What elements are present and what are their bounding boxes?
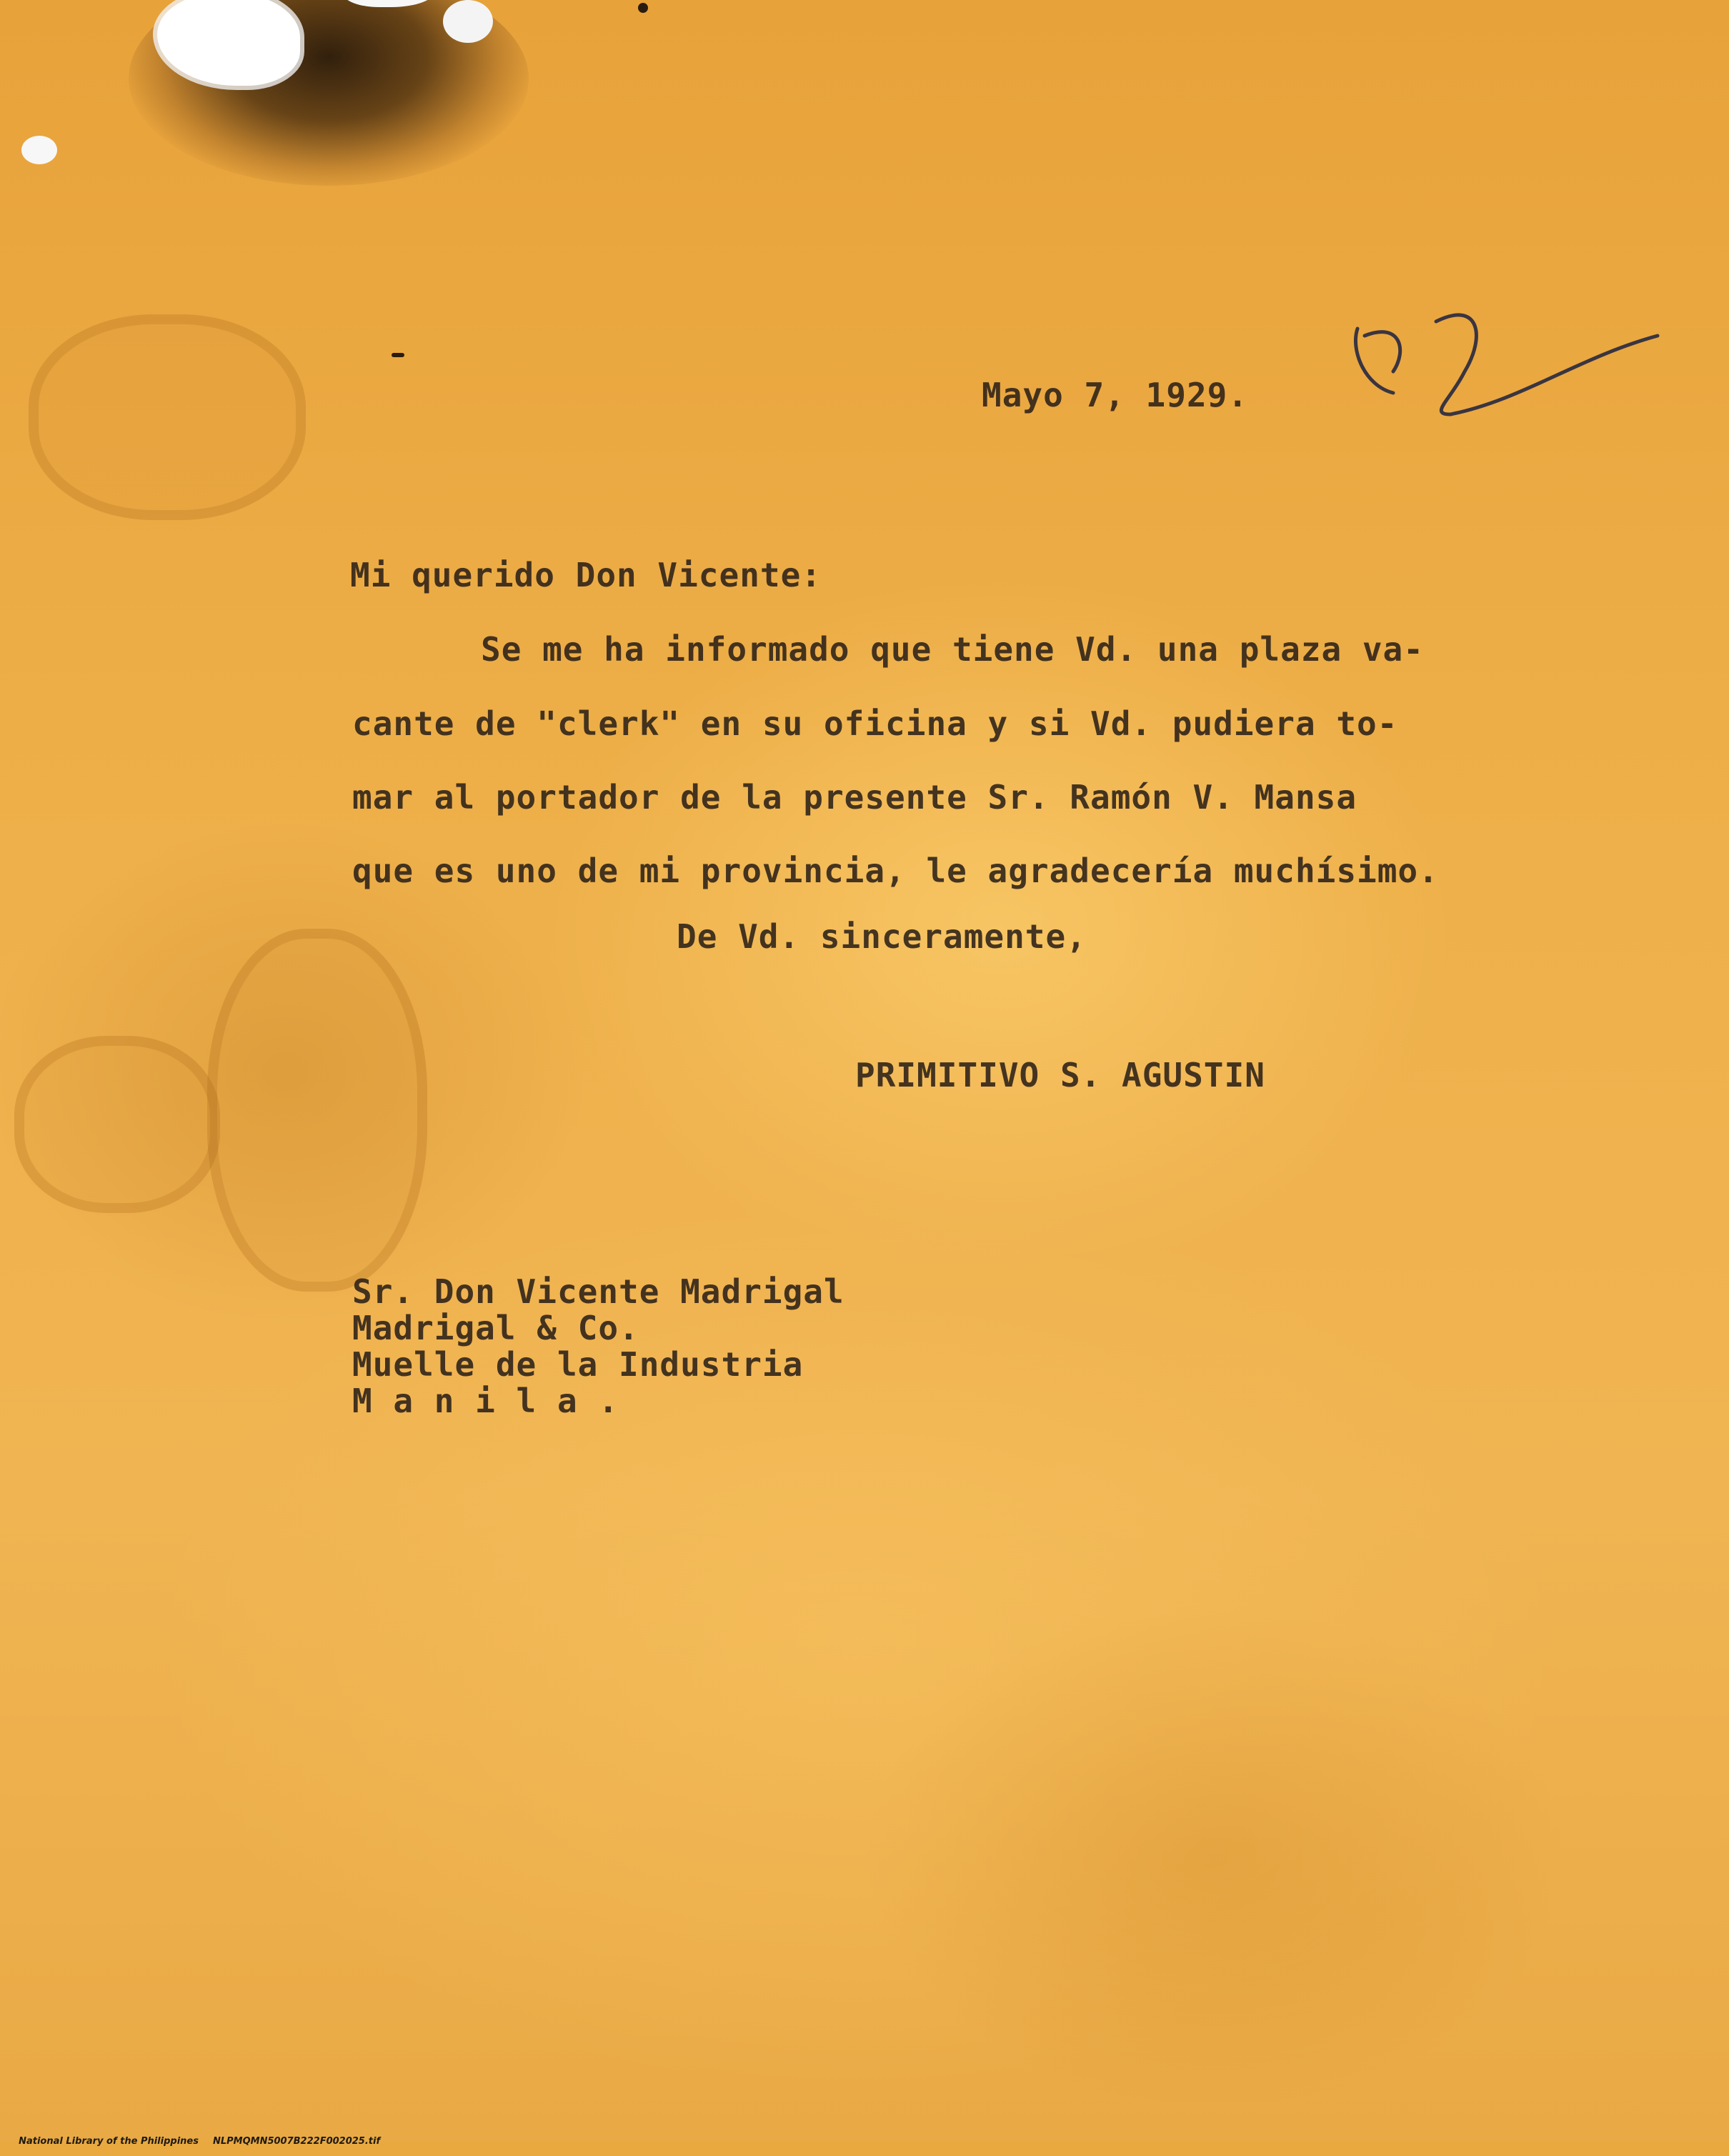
paper-hole [157,0,300,86]
letter-closing: De Vd. sinceramente, [677,917,1087,956]
recipient-line: M a n i l a . [352,1382,619,1420]
letter-sender: PRIMITIVO S. AGUSTIN [855,1056,1265,1094]
recipient-line: Muelle de la Industria [352,1345,804,1384]
ink-dot [392,353,404,357]
letter-salutation: Mi querido Don Vicente: [350,556,822,594]
water-stain [14,1036,220,1213]
file-id: NLPMQMN5007B222F002025.tif [212,2136,381,2147]
water-stain [29,314,306,520]
letter-body-line: Se me ha informado que tiene Vd. una plaza va- [481,630,1424,669]
burn-damage [129,0,529,186]
paper-hole [21,136,57,164]
ink-dot [638,3,648,13]
letter-date: Mayo 7, 1929. [982,376,1249,414]
recipient-line: Madrigal & Co. [352,1309,639,1347]
archive-footer [6,2127,394,2155]
handwritten-initial-mark [1343,307,1672,450]
letter-body-line: que es uno de mi provincia, le agradecería muchísimo. [352,852,1439,890]
paper-hole [443,0,493,43]
water-stain [207,929,427,1292]
paper-hole [343,0,436,7]
library-credit: National Library of the Philippines [19,2136,199,2147]
letter-body-line: mar al portador de la presente Sr. Ramón V. Mansa [352,778,1357,817]
letter-body-line: cante de "clerk" en su oficina y si Vd. pudiera to- [352,704,1398,743]
recipient-line: Sr. Don Vicente Madrigal [352,1272,844,1311]
